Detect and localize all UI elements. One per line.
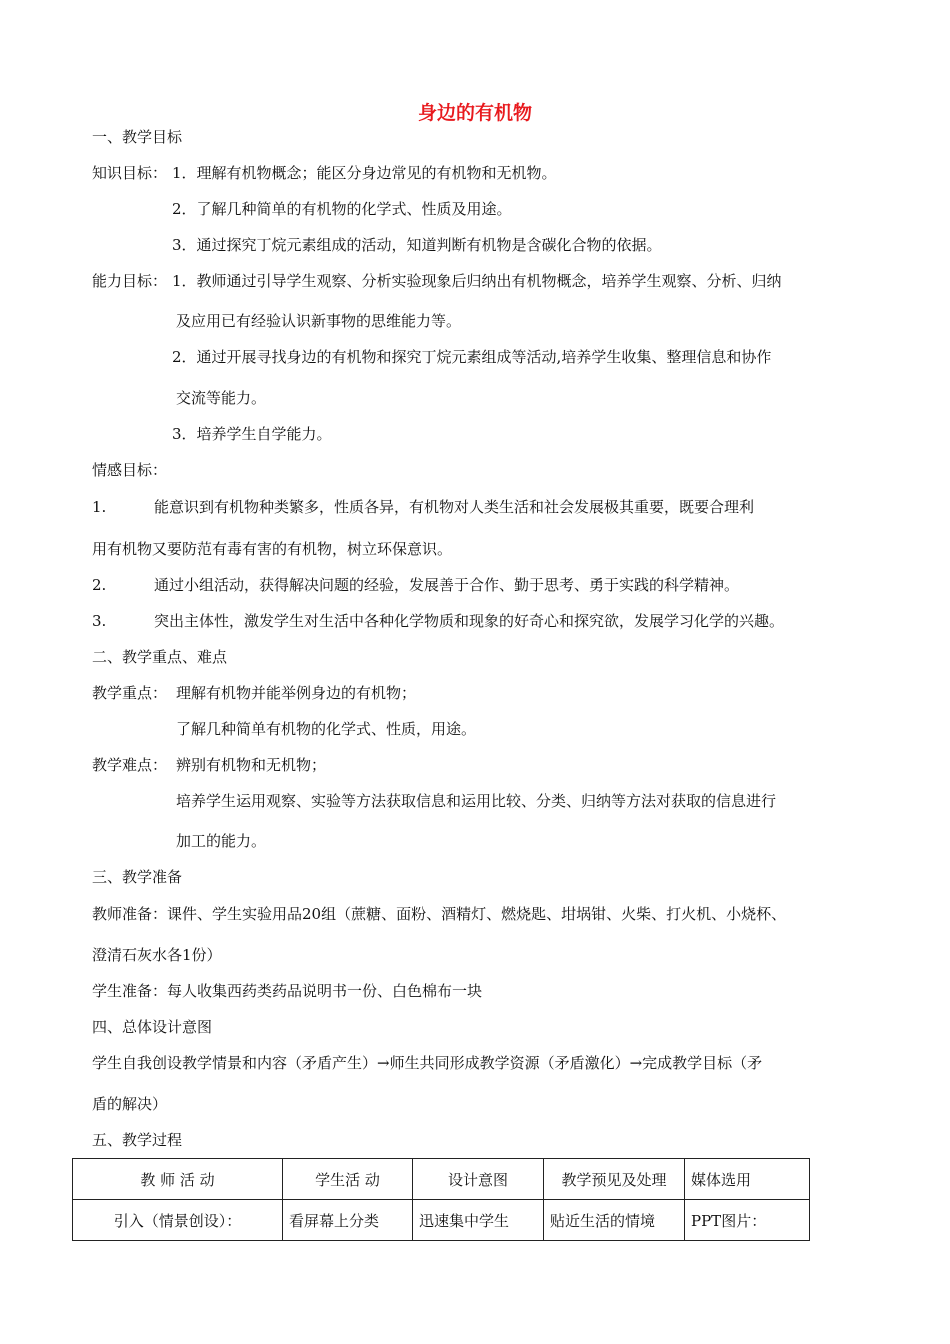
ability-goal-item-cont: 交流等能力。	[176, 389, 267, 407]
table-cell: 迅速集中学生	[413, 1200, 544, 1241]
knowledge-goal-item: 2．了解几种简单的有机物的化学式、性质及用途。	[172, 200, 512, 218]
emotion-item-text-cont: 用有机物又要防范有毒有害的有机物，树立环保意识。	[92, 540, 453, 558]
knowledge-goal-item: 3．通过探究丁烷元素组成的活动，知道判断有机物是含碳化合物的依据。	[172, 236, 662, 254]
teacher-prep-cont: 澄清石灰水各1份）	[92, 946, 222, 964]
ability-goal-item-cont: 及应用已有经验认识新事物的思维能力等。	[176, 312, 462, 330]
table-header-cell: 媒体选用	[685, 1159, 810, 1200]
difficulty-item: 培养学生运用观察、实验等方法获取信息和运用比较、分类、归纳等方法对获取的信息进行	[176, 792, 777, 810]
table-header-cell: 学生活 动	[283, 1159, 413, 1200]
table-header-cell: 教 师 活 动	[73, 1159, 283, 1200]
table-cell: PPT图片：	[685, 1200, 810, 1241]
ability-goal-label: 能力目标：	[92, 272, 168, 290]
key-points-label: 教学重点：	[92, 684, 168, 702]
table-cell: 贴近生活的情境	[544, 1200, 685, 1241]
table-header-row	[73, 1159, 810, 1200]
ability-goal-item: 1．教师通过引导学生观察、分析实验现象后归纳出有机物概念，培养学生观察、分析、归纳	[172, 272, 782, 290]
page-title: 身边的有机物	[417, 102, 532, 124]
difficulties-label: 教学难点：	[92, 756, 168, 774]
emotion-item-number: 1.	[92, 498, 107, 516]
table-cell: 看屏幕上分类	[283, 1200, 413, 1241]
ability-goal-item: 2．通过开展寻找身边的有机物和探究丁烷元素组成等活动,培养学生收集、整理信息和协作	[172, 348, 772, 366]
table-row	[73, 1200, 810, 1241]
section-heading-key-points: 二、教学重点、难点	[92, 648, 228, 666]
knowledge-goal-item: 1．理解有机物概念；能区分身边常见的有机物和无机物。	[172, 164, 557, 182]
section-heading-objectives: 一、教学目标	[92, 128, 183, 146]
section-heading-design: 四、总体设计意图	[92, 1018, 213, 1036]
teacher-prep: 教师准备：课件、学生实验用品20组（蔗糖、面粉、酒精灯、燃烧匙、坩埚钳、火柴、打火机、小烧杯、	[92, 905, 787, 923]
emotion-item-text: 能意识到有机物种类繁多，性质各异，有机物对人类生活和社会发展极其重要，既要合理利	[154, 498, 755, 516]
emotion-item-number: 3.	[92, 612, 107, 630]
student-prep: 学生准备：每人收集西药类药品说明书一份、白色棉布一块	[92, 982, 483, 1000]
section-heading-preparation: 三、教学准备	[92, 868, 183, 886]
knowledge-goal-label: 知识目标：	[92, 164, 168, 182]
ability-goal-item: 3．培养学生自学能力。	[172, 425, 332, 443]
difficulty-item-cont: 加工的能力。	[176, 832, 267, 850]
emotion-item-text: 突出主体性，激发学生对生活中各种化学物质和现象的好奇心和探究欲，发展学习化学的兴趣。	[154, 612, 785, 630]
difficulty-item: 辨别有机物和无机物；	[176, 756, 327, 774]
table-header-cell: 设计意图	[413, 1159, 544, 1200]
emotion-item-number: 2.	[92, 576, 107, 594]
table-cell: 引入（情景创设）：	[73, 1200, 283, 1241]
section-heading-process: 五、教学过程	[92, 1131, 183, 1149]
design-text-cont: 盾的解决）	[92, 1095, 168, 1113]
table-header-cell: 教学预见及处理	[544, 1159, 685, 1200]
key-point-item: 了解几种简单有机物的化学式、性质，用途。	[176, 720, 477, 738]
process-table	[72, 1158, 810, 1241]
emotion-item-text: 通过小组活动，获得解决问题的经验，发展善于合作、勤于思考、勇于实践的科学精神。	[154, 576, 740, 594]
emotion-goal-label: 情感目标：	[92, 461, 168, 479]
design-text: 学生自我创设教学情景和内容（矛盾产生）→师生共同形成教学资源（矛盾激化）→完成教学目标（矛	[92, 1054, 763, 1072]
key-point-item: 理解有机物并能举例身边的有机物；	[176, 684, 417, 702]
